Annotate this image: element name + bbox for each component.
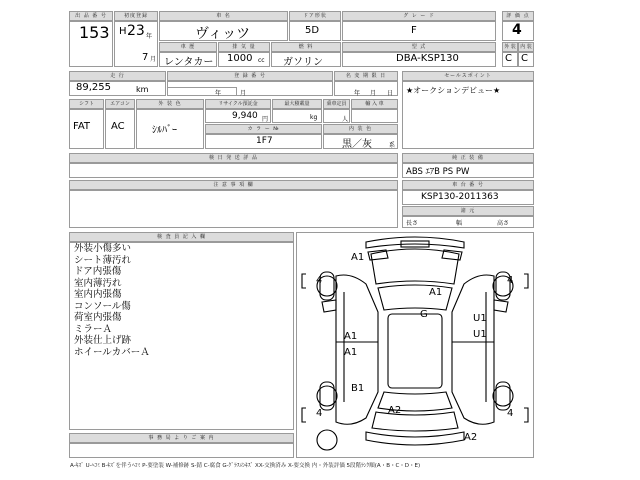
dealer-box: [69, 443, 294, 458]
front-bumper-shape: [366, 237, 464, 248]
dims-width: 幅: [456, 220, 463, 227]
mark-front-bumper: A1: [351, 252, 365, 263]
interior-header: 内 装 色: [323, 124, 398, 134]
cc: 1000: [227, 53, 253, 64]
reg-no-header: 登 録 番 号: [167, 71, 333, 81]
interior: 黒／灰: [342, 139, 372, 150]
note-9: 外装仕上げ跡: [74, 335, 132, 346]
mark-right-front-tire: 4: [507, 275, 514, 286]
inspection-notes-box: [69, 163, 398, 178]
score: 4: [512, 22, 522, 38]
dims-header: 諸 元: [402, 206, 534, 216]
sales-point-header: セールスポイント: [402, 71, 534, 81]
expiry-month-unit: 月: [370, 90, 377, 97]
grade-box: [342, 21, 496, 41]
color-no-header: カ ラ ー №: [205, 124, 322, 134]
mark-rear-bumper: A2: [464, 432, 478, 443]
first-reg-year-unit: 年: [146, 33, 153, 40]
mileage-header: 走 行: [69, 71, 166, 81]
import-box: [351, 109, 398, 123]
mark-left-front-door: A1: [344, 331, 358, 342]
mileage-unit: km: [136, 85, 149, 94]
note-1: 外装小傷多い: [74, 243, 132, 254]
color-header: 外 装 色: [136, 99, 204, 109]
notes-box: [69, 190, 398, 228]
reg-year-unit: 年: [215, 90, 222, 97]
mark-right-front-door: U1: [473, 313, 487, 324]
first-reg-era: H: [119, 26, 127, 37]
door: 5D: [305, 25, 320, 36]
int-score-header: 内 装: [518, 42, 534, 52]
import-header: 輸 入 車: [351, 99, 398, 109]
legend: A-ｷｽﾞ U-ﾍｺﾐ B-ｷｽﾞを伴うﾍｺﾐ P-要塗装 W-補修跡 S-錆 C-腐食 G-ｸﾞﾗｽのｷｽﾞ XX-交換済み X-要交換 内・外装評価 5段階ﾗﾝｸ順(A・B・C・D・E): [70, 463, 421, 469]
reg-date-box: [167, 87, 237, 96]
int-score: C: [521, 53, 528, 64]
note-2: シート薄汚れ: [74, 254, 132, 266]
first-reg-month: 7: [142, 52, 149, 63]
grade: F: [411, 25, 417, 36]
note-6: コンソール傷: [74, 300, 131, 312]
shift: FAT: [73, 121, 91, 132]
mark-left-front-tire: 4: [316, 275, 323, 286]
equipment: ABS ｴｱB PS PW: [406, 167, 470, 177]
equipment-header: 純 正 装 備: [402, 153, 534, 163]
grade-header: グ レ ー ド: [342, 11, 496, 21]
door-header: ドア形状: [289, 11, 341, 21]
notes-header: 注 意 事 項 欄: [69, 180, 398, 190]
first-reg-header: 初度登録: [114, 11, 158, 21]
first-reg-month-unit: 月: [150, 56, 157, 63]
capacity-unit: 人: [342, 116, 349, 123]
mark-left-rear-tire: 4: [316, 408, 323, 419]
expiry-header: 名 変 期 限 日: [334, 71, 398, 81]
roof-shape: [388, 314, 442, 388]
ext-score: C: [505, 53, 512, 64]
right-body-shape: [452, 275, 494, 424]
left-mirror-shape: [322, 300, 336, 312]
dims-height: 高さ: [497, 220, 510, 227]
mark-hood: A1: [429, 287, 443, 298]
inspector-notes-list: [74, 243, 150, 358]
load-unit: kg: [310, 114, 318, 121]
color-no: 1F7: [256, 136, 273, 146]
model: DBA-KSP130: [396, 53, 459, 64]
usage-header: 車 歴: [159, 42, 217, 52]
shift-header: シフト: [69, 99, 104, 109]
usage: レンタカー: [164, 57, 214, 68]
mark-trunk: A2: [388, 405, 402, 416]
model-header: 型 式: [342, 42, 496, 52]
car-diagram: [296, 232, 534, 458]
hood-shape: [371, 249, 459, 284]
expiry-year-unit: 年: [354, 90, 361, 97]
recycle-unit: 円: [262, 116, 269, 123]
rear-bumper-shape: [366, 432, 464, 445]
note-3: ドア内張傷: [74, 266, 122, 277]
dims-length: 長さ: [406, 220, 419, 227]
interior-unit: 系: [389, 142, 396, 149]
first-reg-year: 23: [127, 23, 145, 39]
capacity-header: 乗車定員: [323, 99, 350, 109]
note-4: 室内薄汚れ: [74, 277, 122, 289]
trunk-shape: [372, 412, 458, 431]
load-header: 最大積載量: [272, 99, 322, 109]
note-7: 荷室内張傷: [74, 312, 122, 323]
mileage: 89,255: [76, 82, 111, 93]
chassis-header: 車 台 番 号: [402, 180, 534, 190]
inspector-header: 検 査 員 記 入 欄: [69, 232, 294, 242]
fuel-header: 燃 料: [271, 42, 341, 52]
sales-point: ★オークションデビュー★: [406, 86, 501, 95]
dealer-header: 事 務 局 よ り ご 案 内: [69, 433, 294, 443]
note-10: ホイールカバーＡ: [74, 346, 150, 358]
score-header: 評 価 点: [502, 11, 534, 21]
cc-header: 排 気 量: [218, 42, 270, 52]
recycle-header: リサイクル預託金: [205, 99, 271, 109]
dims-box: [402, 216, 534, 228]
recycle: 9,940: [232, 111, 258, 121]
note-8: ミラーＡ: [74, 323, 113, 335]
fuel: ガソリン: [283, 57, 323, 68]
spare-wheel-shape: [317, 430, 337, 450]
mark-right-rear-door: U1: [473, 329, 487, 340]
reg-month-unit: 月: [240, 90, 247, 97]
note-5: 室内内張傷: [74, 289, 122, 300]
expiry-day-unit: 日: [387, 90, 394, 97]
mark-roof: G: [420, 309, 428, 320]
right-mirror-shape: [494, 300, 508, 312]
cc-unit: cc: [258, 57, 265, 64]
mark-left-rear-door: A1: [344, 347, 358, 358]
mark-left-rear-fender: B1: [351, 383, 365, 394]
lot-no-header: 出 品 番 号: [69, 11, 113, 21]
ac-header: エアコン: [105, 99, 135, 109]
lot-no: 153: [79, 23, 110, 42]
car-name: ヴィッツ: [195, 26, 251, 42]
mark-right-rear-tire: 4: [507, 408, 514, 419]
color: ｼﾙﾊﾞｰ: [152, 125, 177, 136]
ac: AC: [111, 121, 125, 132]
chassis: KSP130-2011363: [421, 192, 499, 202]
ext-score-header: 外 装: [502, 42, 518, 52]
inspection-notes-header: 検 日 発 送 詳 品: [69, 153, 398, 163]
car-name-header: 車 名: [159, 11, 288, 21]
